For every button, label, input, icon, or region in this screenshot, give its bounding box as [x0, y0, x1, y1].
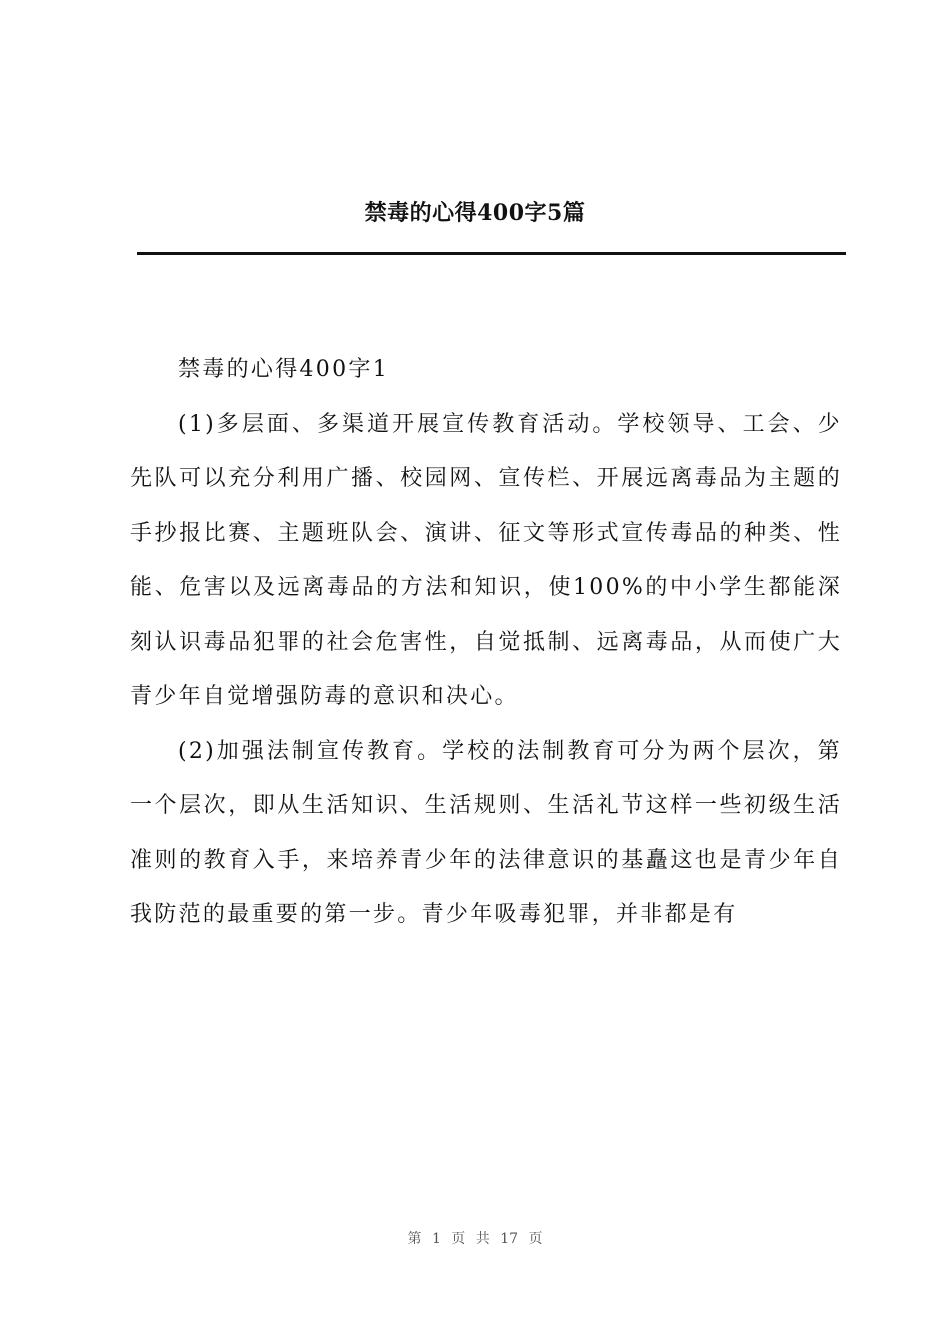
paragraph-2: (2)加强法制宣传教育。学校的法制教育可分为两个层次，第一个层次，即从生活知识、生活规则、生活礼节这样一些初级生活准则的教育入手，来培养青少年的法律意识的基矗这也是青少年自我防范的最重要的第一步。青少年吸毒犯罪，并非都是有 [130, 738, 842, 927]
paragraph-1: (1)多层面、多渠道开展宣传教育活动。学校领导、工会、少先队可以充分利用广播、校园网、宣传栏、开展远离毒品为主题的手抄报比赛、主题班队会、演讲、征文等形式宣传毒品的种类、性能、危害以及远离毒品的方法和知识，使100%的中小学生都能深刻认识毒品犯罪的社会危害性，自觉抵制、远离毒品，从而使广大青少年自觉增强防毒的意识和决心。 [130, 411, 842, 709]
document-title: 禁毒的心得400字5篇 [364, 200, 586, 226]
title-divider [137, 252, 846, 255]
document-body [130, 343, 842, 943]
page-number: 第 1 页 共 17 页 [407, 1231, 543, 1247]
section-heading: 禁毒的心得400字1 [178, 357, 389, 382]
